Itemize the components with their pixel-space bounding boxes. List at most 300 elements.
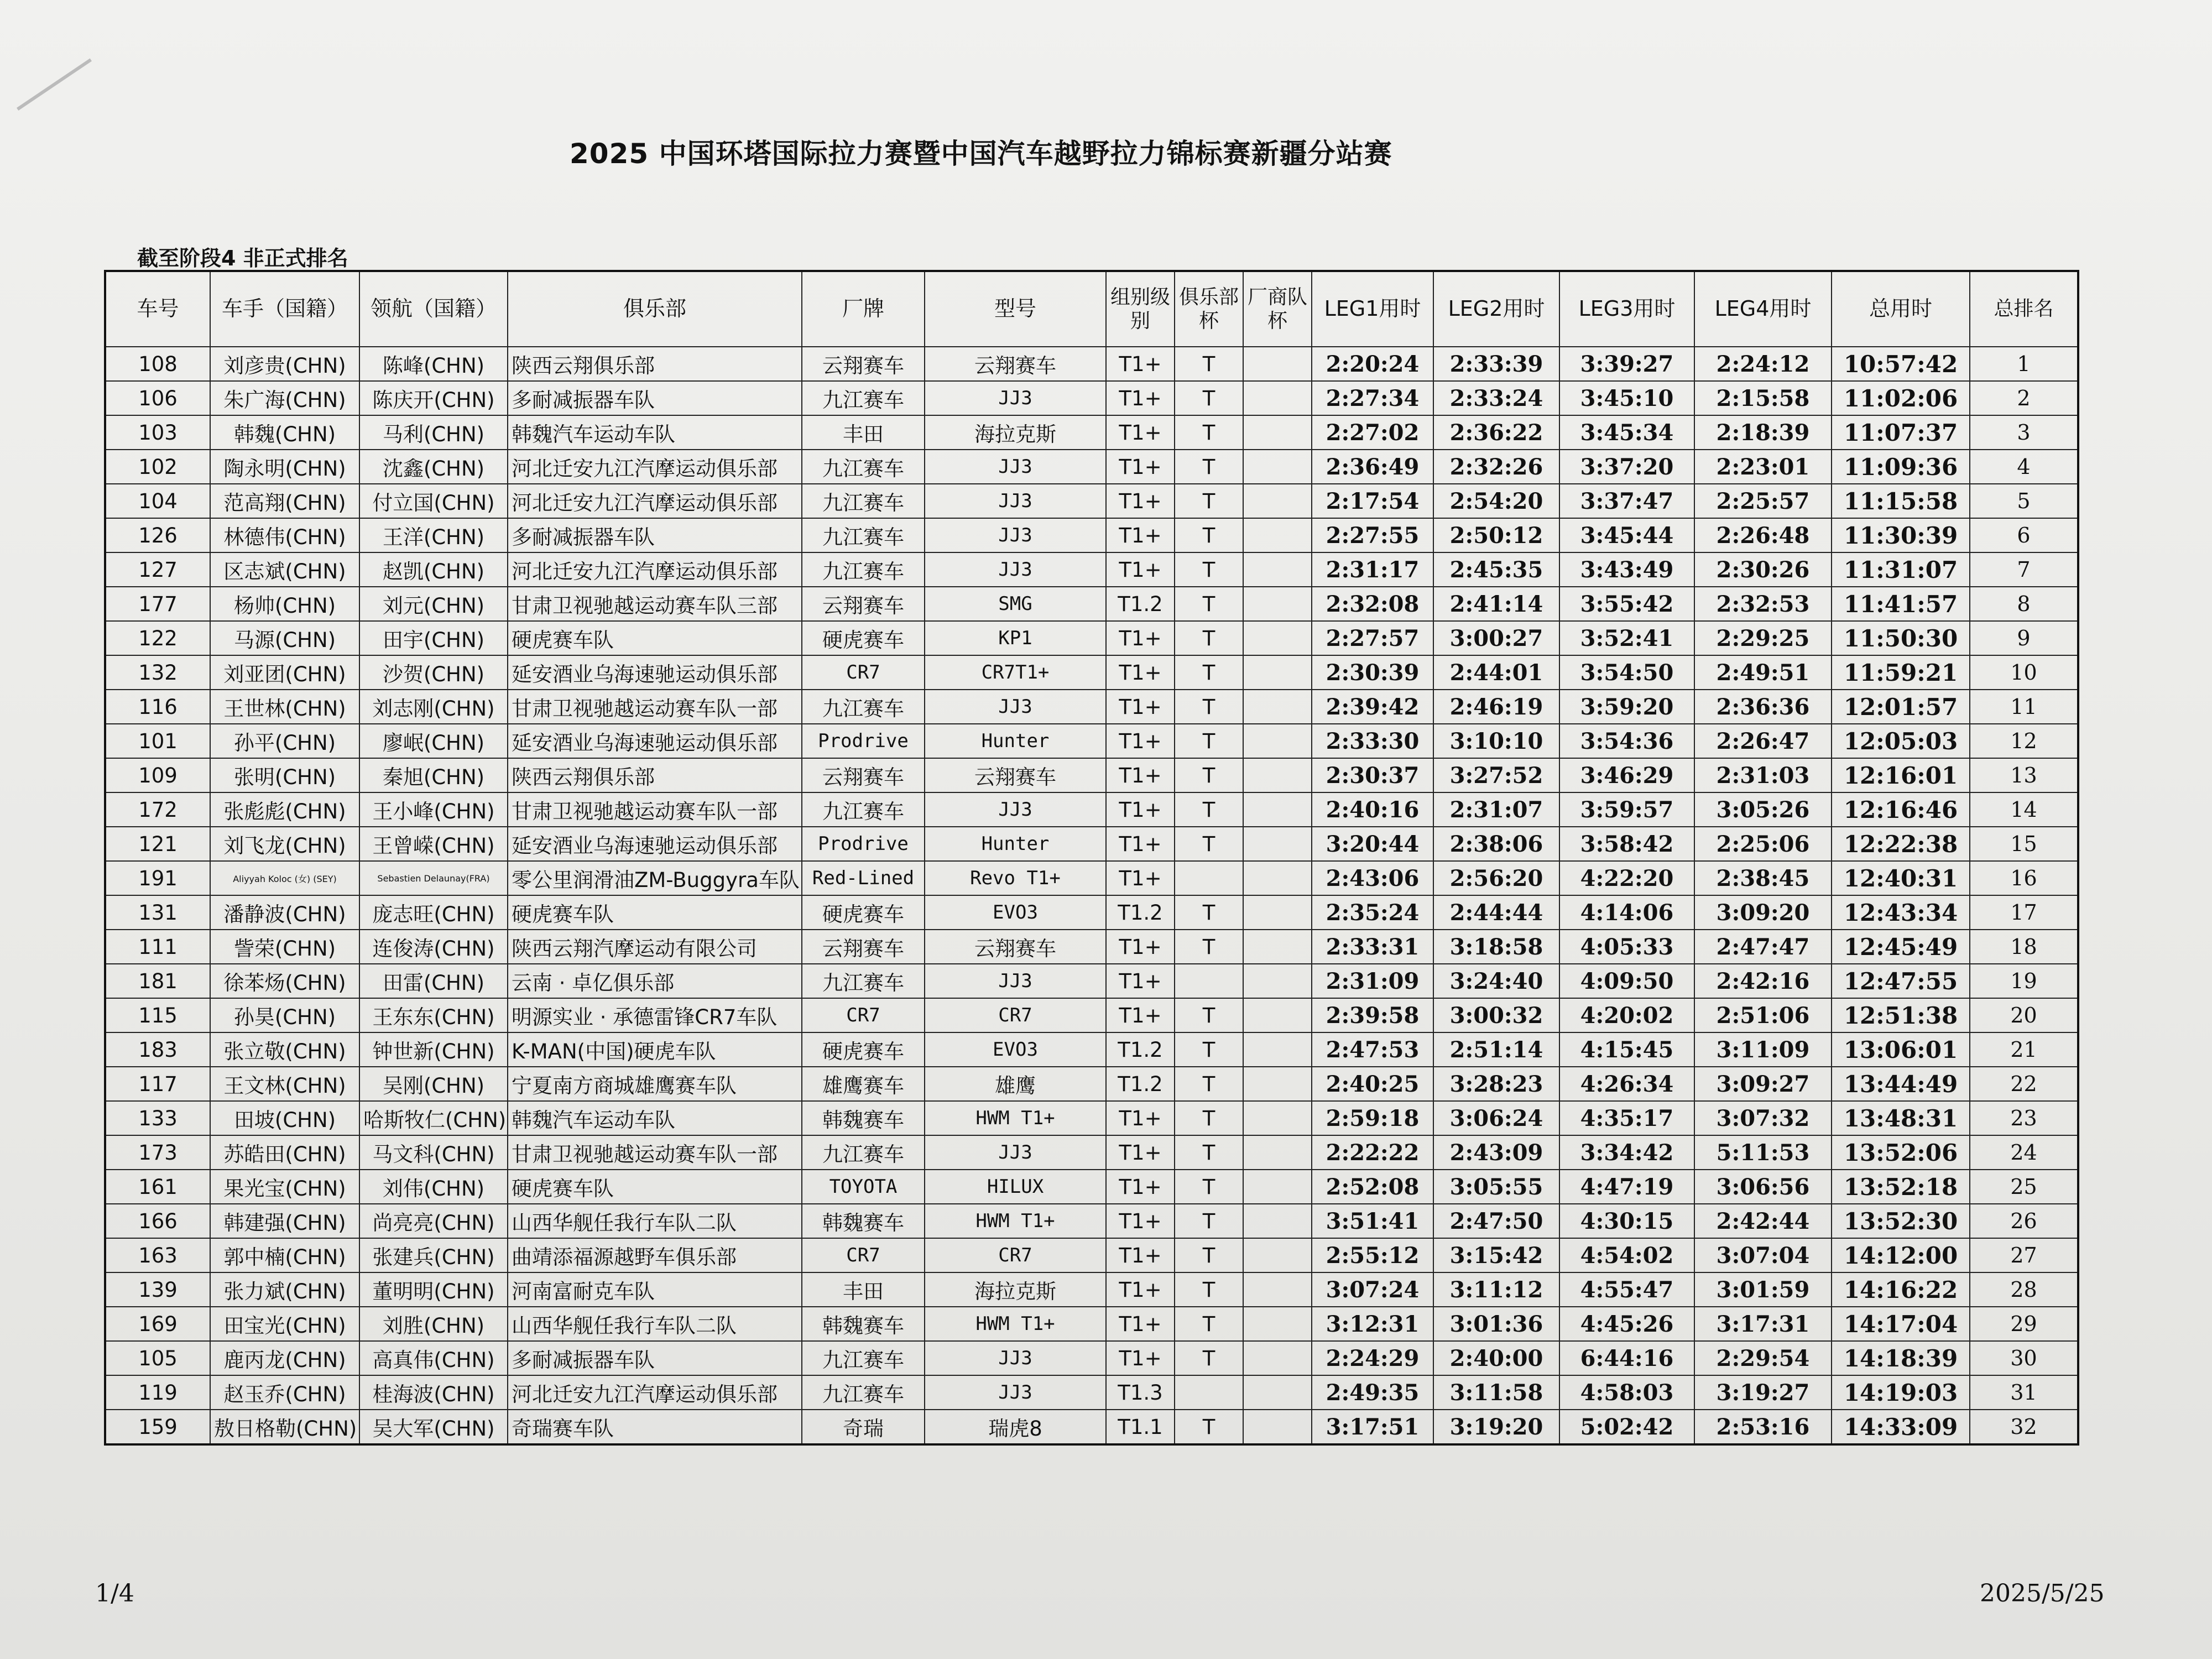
- table-cell: 3:58:42: [1559, 827, 1694, 861]
- table-cell: 硬虎赛车队: [508, 621, 802, 655]
- table-row: [105, 758, 2078, 792]
- table-cell: 河北迁安九江汽摩运动俱乐部: [508, 1375, 802, 1410]
- table-cell: 23: [1970, 1101, 2078, 1135]
- table-cell: T: [1175, 518, 1243, 552]
- table-cell: 166: [105, 1204, 210, 1238]
- table-cell: 河南富耐克车队: [508, 1272, 802, 1307]
- column-header: 型号: [925, 271, 1106, 347]
- table-cell: 陕西云翔俱乐部: [508, 758, 802, 792]
- table-cell: 3:11:09: [1694, 1032, 1832, 1067]
- table-cell: 2:36:22: [1433, 415, 1559, 450]
- table-row: [105, 621, 2078, 655]
- table-cell: T1+: [1106, 792, 1175, 827]
- table-cell: 3:46:29: [1559, 758, 1694, 792]
- table-cell: 12:16:46: [1832, 792, 1970, 827]
- table-cell: 3:37:47: [1559, 484, 1694, 518]
- table-cell: CR7T1+: [925, 655, 1106, 690]
- table-cell: 4:09:50: [1559, 964, 1694, 998]
- table-cell: JJ3: [925, 792, 1106, 827]
- table-cell: 吴刚(CHN): [359, 1067, 508, 1101]
- table-cell: 刘胜(CHN): [359, 1307, 508, 1341]
- table-cell: JJ3: [925, 450, 1106, 484]
- table-cell: T1+: [1106, 415, 1175, 450]
- table-cell: 云翔赛车: [925, 758, 1106, 792]
- table-row: [105, 347, 2078, 381]
- table-cell: T: [1175, 1238, 1243, 1272]
- table-cell: [1243, 758, 1312, 792]
- table-cell: 2:33:31: [1312, 930, 1433, 964]
- table-cell: 5:02:42: [1559, 1410, 1694, 1444]
- table-cell: 14:19:03: [1832, 1375, 1970, 1410]
- table-cell: 183: [105, 1032, 210, 1067]
- table-cell: 3:45:10: [1559, 381, 1694, 415]
- table-cell: 28: [1970, 1272, 2078, 1307]
- table-cell: 2:36:49: [1312, 450, 1433, 484]
- table-cell: 13: [1970, 758, 2078, 792]
- table-cell: 2:17:54: [1312, 484, 1433, 518]
- table-cell: 3:27:52: [1433, 758, 1559, 792]
- table-cell: T1+: [1106, 518, 1175, 552]
- table-header-row: [105, 271, 2078, 347]
- table-cell: T1.1: [1106, 1410, 1175, 1444]
- table-cell: [1243, 724, 1312, 758]
- table-cell: 王小峰(CHN): [359, 792, 508, 827]
- table-cell: 2:46:19: [1433, 690, 1559, 724]
- table-cell: [1243, 861, 1312, 895]
- table-cell: 云翔赛车: [925, 347, 1106, 381]
- table-cell: T1+: [1106, 1101, 1175, 1135]
- table-cell: 雄鹰赛车: [802, 1067, 925, 1101]
- table-cell: 陕西云翔俱乐部: [508, 347, 802, 381]
- table-cell: [1243, 1272, 1312, 1307]
- table-cell: 林德伟(CHN): [210, 518, 359, 552]
- table-cell: 2:42:16: [1694, 964, 1832, 998]
- table-cell: T: [1175, 1067, 1243, 1101]
- table-cell: 河北迁安九江汽摩运动俱乐部: [508, 552, 802, 587]
- table-cell: 19: [1970, 964, 2078, 998]
- table-cell: T1+: [1106, 1307, 1175, 1341]
- table-cell: 张明(CHN): [210, 758, 359, 792]
- table-row: [105, 1170, 2078, 1204]
- table-cell: T: [1175, 690, 1243, 724]
- table-cell: 2:32:53: [1694, 587, 1832, 621]
- table-cell: 沈鑫(CHN): [359, 450, 508, 484]
- table-cell: T1.3: [1106, 1375, 1175, 1410]
- table-cell: 2:56:20: [1433, 861, 1559, 895]
- table-cell: [1243, 930, 1312, 964]
- table-cell: 马源(CHN): [210, 621, 359, 655]
- table-cell: T1+: [1106, 861, 1175, 895]
- table-cell: Prodrive: [802, 724, 925, 758]
- table-cell: 陈庆开(CHN): [359, 381, 508, 415]
- column-header: 总用时: [1832, 271, 1970, 347]
- table-cell: 3:28:23: [1433, 1067, 1559, 1101]
- table-cell: 10:57:42: [1832, 347, 1970, 381]
- table-cell: 山西华舰任我行车队二队: [508, 1307, 802, 1341]
- table-cell: 5: [1970, 484, 2078, 518]
- table-cell: 4:30:15: [1559, 1204, 1694, 1238]
- table-cell: 131: [105, 895, 210, 930]
- table-row: [105, 1341, 2078, 1375]
- table-cell: 3:52:41: [1559, 621, 1694, 655]
- table-cell: 3:24:40: [1433, 964, 1559, 998]
- column-header: 领航（国籍）: [359, 271, 508, 347]
- table-cell: 11:30:39: [1832, 518, 1970, 552]
- table-cell: 潘静波(CHN): [210, 895, 359, 930]
- table-cell: 3:54:36: [1559, 724, 1694, 758]
- table-cell: 13:52:30: [1832, 1204, 1970, 1238]
- table-cell: 14:18:39: [1832, 1341, 1970, 1375]
- table-cell: 21: [1970, 1032, 2078, 1067]
- table-cell: T1+: [1106, 758, 1175, 792]
- table-cell: [1243, 484, 1312, 518]
- table-cell: T1+: [1106, 552, 1175, 587]
- table-cell: [1243, 415, 1312, 450]
- table-cell: T1.2: [1106, 1067, 1175, 1101]
- table-cell: 云翔赛车: [802, 587, 925, 621]
- table-cell: 九江赛车: [802, 1135, 925, 1170]
- table-row: [105, 655, 2078, 690]
- table-cell: [1243, 655, 1312, 690]
- table-cell: 付立国(CHN): [359, 484, 508, 518]
- table-cell: 陈峰(CHN): [359, 347, 508, 381]
- table-cell: Prodrive: [802, 827, 925, 861]
- table-cell: 2:31:09: [1312, 964, 1433, 998]
- table-cell: [1243, 1032, 1312, 1067]
- table-cell: 2:23:01: [1694, 450, 1832, 484]
- table-cell: 11:59:21: [1832, 655, 1970, 690]
- table-cell: K-MAN(中国)硬虎车队: [508, 1032, 802, 1067]
- table-cell: T: [1175, 415, 1243, 450]
- table-cell: 果光宝(CHN): [210, 1170, 359, 1204]
- table-cell: JJ3: [925, 484, 1106, 518]
- document-title: 2025 中国环塔国际拉力赛暨中国汽车越野拉力锦标赛新疆分站赛: [570, 138, 1392, 170]
- table-cell: 朱广海(CHN): [210, 381, 359, 415]
- table-cell: 3: [1970, 415, 2078, 450]
- table-row: [105, 518, 2078, 552]
- table-cell: 11:41:57: [1832, 587, 1970, 621]
- table-cell: 延安酒业乌海速驰运动俱乐部: [508, 827, 802, 861]
- table-cell: 3:54:50: [1559, 655, 1694, 690]
- table-cell: T1+: [1106, 381, 1175, 415]
- table-cell: [1243, 1170, 1312, 1204]
- table-cell: 秦旭(CHN): [359, 758, 508, 792]
- table-cell: 2:43:09: [1433, 1135, 1559, 1170]
- table-cell: 山西华舰任我行车队二队: [508, 1204, 802, 1238]
- table-cell: 116: [105, 690, 210, 724]
- table-row: [105, 895, 2078, 930]
- table-cell: 13:48:31: [1832, 1101, 1970, 1135]
- table-cell: 2:31:17: [1312, 552, 1433, 587]
- table-cell: 九江赛车: [802, 1341, 925, 1375]
- table-cell: 101: [105, 724, 210, 758]
- table-cell: 3:55:42: [1559, 587, 1694, 621]
- table-cell: 3:20:44: [1312, 827, 1433, 861]
- table-cell: HWM T1+: [925, 1204, 1106, 1238]
- table-row: [105, 1135, 2078, 1170]
- table-cell: 8: [1970, 587, 2078, 621]
- table-cell: 18: [1970, 930, 2078, 964]
- table-cell: 2:39:42: [1312, 690, 1433, 724]
- table-cell: T: [1175, 552, 1243, 587]
- column-header: 总排名: [1970, 271, 2078, 347]
- table-cell: 3:06:56: [1694, 1170, 1832, 1204]
- table-cell: 张立敬(CHN): [210, 1032, 359, 1067]
- table-cell: 瑞虎8: [925, 1410, 1106, 1444]
- table-cell: 11:50:30: [1832, 621, 1970, 655]
- page-number: 1/4: [95, 1579, 134, 1608]
- table-cell: 曲靖添福源越野车俱乐部: [508, 1238, 802, 1272]
- table-cell: 3:01:36: [1433, 1307, 1559, 1341]
- table-cell: 陕西云翔汽摩运动有限公司: [508, 930, 802, 964]
- table-body: [105, 347, 2078, 1444]
- table-row: [105, 1067, 2078, 1101]
- table-cell: 3:09:27: [1694, 1067, 1832, 1101]
- table-cell: 2:42:44: [1694, 1204, 1832, 1238]
- table-cell: T1+: [1106, 450, 1175, 484]
- table-cell: 102: [105, 450, 210, 484]
- table-cell: 2:31:03: [1694, 758, 1832, 792]
- table-cell: T: [1175, 347, 1243, 381]
- table-cell: 2:44:44: [1433, 895, 1559, 930]
- table-cell: 7: [1970, 552, 2078, 587]
- table-row: [105, 930, 2078, 964]
- table-cell: 2:27:34: [1312, 381, 1433, 415]
- table-cell: KP1: [925, 621, 1106, 655]
- table-cell: 4:45:26: [1559, 1307, 1694, 1341]
- column-header: LEG4用时: [1694, 271, 1832, 347]
- column-header: 车手（国籍）: [210, 271, 359, 347]
- table-cell: 14:16:22: [1832, 1272, 1970, 1307]
- table-cell: 廖岷(CHN): [359, 724, 508, 758]
- table-cell: T: [1175, 1204, 1243, 1238]
- table-cell: 2:35:24: [1312, 895, 1433, 930]
- table-cell: 张彪彪(CHN): [210, 792, 359, 827]
- table-cell: 河北迁安九江汽摩运动俱乐部: [508, 450, 802, 484]
- table-cell: T1+: [1106, 1341, 1175, 1375]
- table-cell: CR7: [802, 998, 925, 1032]
- table-cell: 2:47:47: [1694, 930, 1832, 964]
- table-cell: 3:19:20: [1433, 1410, 1559, 1444]
- table-cell: 2:30:39: [1312, 655, 1433, 690]
- column-header: 厂牌: [802, 271, 925, 347]
- table-cell: 九江赛车: [802, 690, 925, 724]
- table-cell: 九江赛车: [802, 381, 925, 415]
- table-cell: 2:18:39: [1694, 415, 1832, 450]
- results-table: [104, 270, 2079, 1446]
- table-cell: 九江赛车: [802, 1375, 925, 1410]
- table-cell: 2:29:25: [1694, 621, 1832, 655]
- table-cell: 2:27:57: [1312, 621, 1433, 655]
- table-cell: 2:15:58: [1694, 381, 1832, 415]
- table-cell: 云翔赛车: [802, 347, 925, 381]
- table-cell: 杨帅(CHN): [210, 587, 359, 621]
- table-cell: 赵玉乔(CHN): [210, 1375, 359, 1410]
- table-cell: [1243, 450, 1312, 484]
- table-cell: T: [1175, 484, 1243, 518]
- table-cell: 11:02:06: [1832, 381, 1970, 415]
- print-date: 2025/5/25: [1980, 1579, 2105, 1608]
- table-cell: 王洋(CHN): [359, 518, 508, 552]
- table-cell: 3:19:27: [1694, 1375, 1832, 1410]
- table-cell: 硬虎赛车: [802, 895, 925, 930]
- table-cell: JJ3: [925, 1375, 1106, 1410]
- table-cell: 连俊涛(CHN): [359, 930, 508, 964]
- table-cell: Hunter: [925, 827, 1106, 861]
- table-cell: 3:07:04: [1694, 1238, 1832, 1272]
- table-cell: HILUX: [925, 1170, 1106, 1204]
- table-cell: 4:20:02: [1559, 998, 1694, 1032]
- table-cell: 133: [105, 1101, 210, 1135]
- table-cell: Sebastien Delaunay(FRA): [359, 861, 508, 895]
- table-cell: 119: [105, 1375, 210, 1410]
- table-cell: T: [1175, 930, 1243, 964]
- table-cell: HWM T1+: [925, 1307, 1106, 1341]
- table-cell: 117: [105, 1067, 210, 1101]
- table-cell: [1243, 1375, 1312, 1410]
- table-cell: T: [1175, 998, 1243, 1032]
- table-cell: 2:40:00: [1433, 1341, 1559, 1375]
- table-cell: [1243, 827, 1312, 861]
- table-cell: 20: [1970, 998, 2078, 1032]
- table-cell: 16: [1970, 861, 2078, 895]
- table-cell: 王文林(CHN): [210, 1067, 359, 1101]
- table-cell: 3:07:32: [1694, 1101, 1832, 1135]
- table-cell: Aliyyah Koloc (女) (SEY): [210, 861, 359, 895]
- table-cell: T: [1175, 758, 1243, 792]
- table-cell: 九江赛车: [802, 484, 925, 518]
- table-cell: 奇瑞: [802, 1410, 925, 1444]
- table-cell: 121: [105, 827, 210, 861]
- table-cell: JJ3: [925, 690, 1106, 724]
- table-row: [105, 552, 2078, 587]
- table-cell: 14:33:09: [1832, 1410, 1970, 1444]
- table-cell: 14:12:00: [1832, 1238, 1970, 1272]
- table-row: [105, 1410, 2078, 1444]
- table-cell: 徐苯炀(CHN): [210, 964, 359, 998]
- table-cell: T1+: [1106, 484, 1175, 518]
- table-cell: 宁夏南方商城雄鹰赛车队: [508, 1067, 802, 1101]
- table-cell: 2:53:16: [1694, 1410, 1832, 1444]
- table-cell: 吴大军(CHN): [359, 1410, 508, 1444]
- table-cell: 4: [1970, 450, 2078, 484]
- table-cell: T1.2: [1106, 587, 1175, 621]
- table-cell: 11:31:07: [1832, 552, 1970, 587]
- table-cell: HWM T1+: [925, 1101, 1106, 1135]
- table-cell: T: [1175, 587, 1243, 621]
- table-cell: 2:29:54: [1694, 1341, 1832, 1375]
- table-cell: 韩魏赛车: [802, 1101, 925, 1135]
- table-cell: 2:40:16: [1312, 792, 1433, 827]
- table-cell: 2:51:06: [1694, 998, 1832, 1032]
- table-cell: 哈斯牧仁(CHN): [359, 1101, 508, 1135]
- table-cell: JJ3: [925, 1341, 1106, 1375]
- table-cell: [1243, 1410, 1312, 1444]
- table-cell: 2:30:26: [1694, 552, 1832, 587]
- table-row: [105, 484, 2078, 518]
- table-cell: JJ3: [925, 1135, 1106, 1170]
- table-cell: 甘肃卫视驰越运动赛车队一部: [508, 690, 802, 724]
- table-cell: SMG: [925, 587, 1106, 621]
- table-cell: T: [1175, 1307, 1243, 1341]
- table-cell: 刘亚团(CHN): [210, 655, 359, 690]
- table-cell: [1243, 1135, 1312, 1170]
- table-cell: 2:40:25: [1312, 1067, 1433, 1101]
- table-cell: 零公里润滑油ZM-Buggyra车队: [508, 861, 802, 895]
- table-cell: 4:35:17: [1559, 1101, 1694, 1135]
- table-cell: T1+: [1106, 1170, 1175, 1204]
- table-row: [105, 1272, 2078, 1307]
- table-cell: 3:18:58: [1433, 930, 1559, 964]
- table-cell: 1: [1970, 347, 2078, 381]
- table-cell: 延安酒业乌海速驰运动俱乐部: [508, 655, 802, 690]
- table-cell: 2:43:06: [1312, 861, 1433, 895]
- table-cell: EVO3: [925, 1032, 1106, 1067]
- table-cell: 苏皓田(CHN): [210, 1135, 359, 1170]
- table-row: [105, 724, 2078, 758]
- table-cell: 177: [105, 587, 210, 621]
- table-row: [105, 381, 2078, 415]
- table-cell: 163: [105, 1238, 210, 1272]
- table-cell: 11: [1970, 690, 2078, 724]
- table-cell: 刘伟(CHN): [359, 1170, 508, 1204]
- table-cell: T1+: [1106, 964, 1175, 998]
- table-cell: 12:40:31: [1832, 861, 1970, 895]
- table-cell: CR7: [925, 998, 1106, 1032]
- table-cell: 3:45:34: [1559, 415, 1694, 450]
- table-row: [105, 587, 2078, 621]
- table-cell: 2:41:14: [1433, 587, 1559, 621]
- table-cell: 2:33:24: [1433, 381, 1559, 415]
- table-cell: 191: [105, 861, 210, 895]
- table-cell: 訾荣(CHN): [210, 930, 359, 964]
- table-cell: 2:49:51: [1694, 655, 1832, 690]
- table-cell: 甘肃卫视驰越运动赛车队一部: [508, 1135, 802, 1170]
- table-row: [105, 827, 2078, 861]
- table-cell: T1+: [1106, 621, 1175, 655]
- table-cell: 韩魏汽车运动车队: [508, 415, 802, 450]
- table-cell: 2:47:50: [1433, 1204, 1559, 1238]
- table-cell: 12:05:03: [1832, 724, 1970, 758]
- table-cell: T1+: [1106, 690, 1175, 724]
- table-cell: TOYOTA: [802, 1170, 925, 1204]
- table-cell: [1243, 1067, 1312, 1101]
- table-cell: 云翔赛车: [802, 758, 925, 792]
- table-cell: 2:51:14: [1433, 1032, 1559, 1067]
- table-cell: [1175, 861, 1243, 895]
- table-cell: 丰田: [802, 1272, 925, 1307]
- table-cell: [1243, 1341, 1312, 1375]
- table-cell: T: [1175, 792, 1243, 827]
- table-cell: 奇瑞赛车队: [508, 1410, 802, 1444]
- table-cell: 高真伟(CHN): [359, 1341, 508, 1375]
- table-cell: 王曾嵘(CHN): [359, 827, 508, 861]
- column-header: LEG2用时: [1433, 271, 1559, 347]
- table-cell: 2:26:47: [1694, 724, 1832, 758]
- table-cell: 刘志刚(CHN): [359, 690, 508, 724]
- table-cell: 122: [105, 621, 210, 655]
- table-cell: 4:54:02: [1559, 1238, 1694, 1272]
- table-cell: T: [1175, 1135, 1243, 1170]
- table-cell: 105: [105, 1341, 210, 1375]
- table-row: [105, 1307, 2078, 1341]
- table-cell: 32: [1970, 1410, 2078, 1444]
- table-cell: 2:50:12: [1433, 518, 1559, 552]
- table-row: [105, 964, 2078, 998]
- table-cell: [1243, 690, 1312, 724]
- table-cell: 2:54:20: [1433, 484, 1559, 518]
- table-cell: 159: [105, 1410, 210, 1444]
